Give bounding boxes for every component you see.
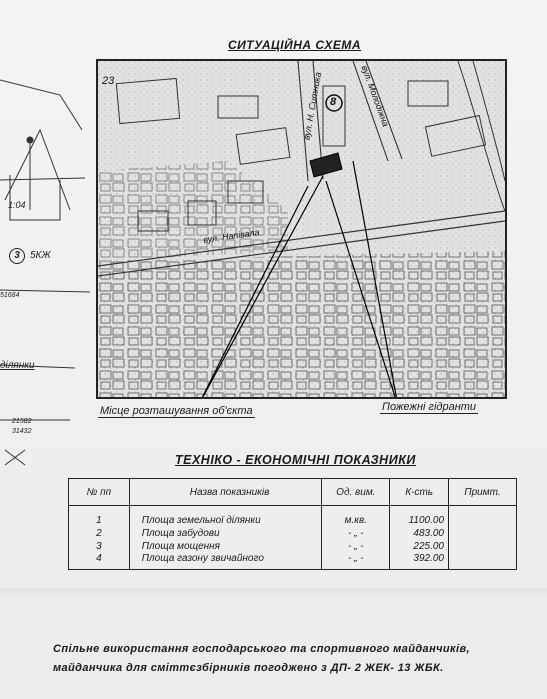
row-number: 1 — [69, 506, 130, 528]
table-row — [69, 553, 517, 570]
situation-map — [96, 59, 507, 399]
map-number: 23 — [102, 75, 115, 87]
row-name: Площа земельної ділянки — [129, 506, 322, 528]
header-note: Примт. — [449, 479, 517, 506]
fragment-circle — [9, 248, 25, 264]
note-line-1: Спільне використання господарського та спортивного майданчиків, — [53, 643, 470, 655]
econ-title: ТЕХНІКО - ЕКОНОМІЧНІ ПОКАЗНИКИ — [175, 453, 416, 467]
row-qty: 225.00 — [390, 540, 449, 553]
row-name: Площа мощення — [129, 540, 322, 553]
table-row — [69, 506, 517, 528]
row-number: 4 — [69, 553, 130, 570]
fragment-number: 1:04 — [8, 200, 26, 210]
row-name: Площа забудови — [129, 527, 322, 540]
fragment-code: 31432 — [12, 428, 32, 435]
row-qty: 392.00 — [390, 553, 449, 570]
row-note — [449, 553, 517, 570]
row-unit: - „ - — [322, 527, 390, 540]
street-label-right: вул. Молодіжна — [359, 64, 391, 128]
row-qty: 483.00 — [390, 527, 449, 540]
row-unit: м.кв. — [322, 506, 390, 528]
row-note — [449, 527, 517, 540]
fragment-code: 51684 — [0, 292, 20, 299]
table-header-row — [69, 479, 517, 506]
header-unit: Од. вим. — [322, 479, 390, 506]
site-location-label: Місце розташування об'єкта — [100, 405, 253, 417]
agreement-note — [53, 640, 533, 678]
fragment-circle-number: 3 — [14, 250, 20, 261]
indicators-table — [68, 478, 517, 570]
row-note — [449, 540, 517, 553]
note-line-2: майданчика для сміттєзбірників погоджено з ДП- 2 ЖЕК- 13 ЖБК. — [53, 662, 444, 674]
row-unit: - „ - — [322, 540, 390, 553]
row-note — [449, 506, 517, 528]
row-number: 3 — [69, 540, 130, 553]
fire-hydrants-label: Пожежні гідранти — [382, 401, 477, 413]
map-drawing — [98, 61, 505, 397]
table-row — [69, 540, 517, 553]
header-name: Назва показників — [129, 479, 322, 506]
street-label-napivala: вул. Напівала — [202, 227, 261, 245]
fragment-code: 21582 — [12, 418, 32, 425]
row-name: Площа газону звичайного — [129, 553, 322, 570]
street-label-sitnyka: вул. Н. Ситника — [301, 71, 324, 141]
row-qty: 1100.00 — [390, 506, 449, 528]
fragment-circle-text: 5КЖ — [30, 250, 51, 261]
row-number: 2 — [69, 527, 130, 540]
header-number: № пп — [69, 479, 130, 506]
page-fold-shadow — [0, 588, 547, 596]
row-unit: - „ - — [322, 553, 390, 570]
table-row — [69, 527, 517, 540]
scheme-title: СИТУАЦІЙНА СХЕМА — [228, 38, 362, 52]
fragment-word: ділянки — [0, 360, 35, 371]
header-qty: К-сть — [390, 479, 449, 506]
map-marker-number: 8 — [330, 96, 337, 108]
